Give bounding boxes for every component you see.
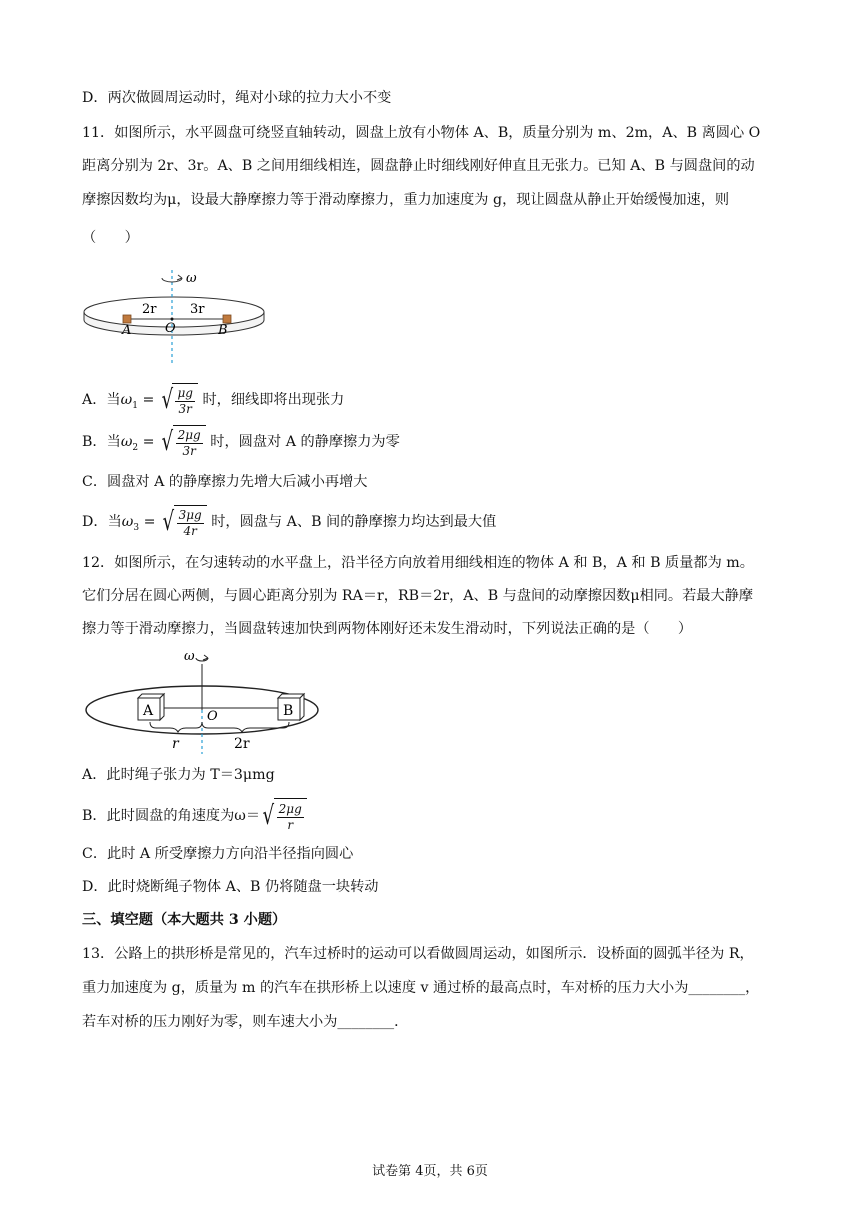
- q12-fig-left-dist: r: [172, 736, 179, 752]
- q11-fig-a: A: [122, 323, 132, 338]
- q12-opt-b-num: 2μg: [278, 801, 302, 816]
- q12-stem-line3: 擦力等于滑动摩擦力，当圆盘转速加快到两物体刚好还未发生滑动时，下列说法正确的是（ ）: [82, 621, 693, 637]
- q12-fig-omega: ω: [184, 649, 195, 664]
- q11-opt-d-sqrt: √ $\frac{3\mu g}{4r}$: [160, 505, 207, 539]
- q11-opt-d-den: 4r: [183, 523, 197, 538]
- q11-opt-b-prefix: B．当: [82, 434, 121, 450]
- q11-stem-line3: 摩擦因数均为μ，设最大静摩擦力等于滑动摩擦力，重力加速度为 g，现让圆盘从静止开始缓慢加速，则: [82, 192, 730, 208]
- q11-opt-a-den: 3r: [178, 401, 192, 416]
- q12-figure-disc: [84, 648, 320, 756]
- q11-fig-o: O: [165, 321, 176, 336]
- q12-option-d: D．此时烧断绳子物体 A、B 仍将随盘一块转动: [82, 879, 379, 895]
- q12-opt-b-prefix: B．此时圆盘的角速度为ω＝: [82, 808, 261, 824]
- q11-option-d: D．当$\omega_3$ = √ $\frac{3\mu g}{4r}$ 时，圆盘与 A、B 间的静摩擦力均达到最大值: [82, 507, 497, 538]
- q12-opt-b-den: r: [287, 817, 294, 832]
- page-footer: 试卷第 4页，共 6页: [372, 1164, 488, 1179]
- q11-opt-d-num: 3μg: [178, 507, 202, 522]
- q12-fig-a: A: [143, 703, 154, 719]
- q13-stem-line2: 重力加速度为 g，质量为 m 的汽车在拱形桥上以速度 v 通过桥的最高点时，车对桥的压力大小为________，: [82, 980, 760, 996]
- q13-stem-line1: 13．公路上的拱形桥是常见的，汽车过桥时的运动可以看做圆周运动，如图所示．设桥面的圆弧半径为 R，: [82, 946, 754, 962]
- q11-opt-a-suffix: 时，细线即将出现张力: [202, 392, 345, 408]
- q11-opt-b-num: 2μg: [177, 427, 201, 442]
- q11-figure-disc: [82, 268, 267, 368]
- q11-opt-d-sub: 3: [133, 522, 140, 533]
- q11-opt-a-sub: 1: [132, 400, 138, 411]
- q11-opt-b-suffix: 时，圆盘对 A 的静摩擦力为零: [210, 434, 400, 450]
- q12-stem-line1: 12．如图所示，在匀速转动的水平盘上，沿半径方向放着用细线相连的物体 A 和 B，A 和 B 质量都为 m。: [82, 555, 754, 571]
- q11-stem-line2: 距离分别为 2r、3r。A、B 之间用细线相连，圆盘静止时细线刚好伸直且无张力。已知 A、B 与圆盘间的动: [82, 158, 755, 174]
- q12-stem-line2: 它们分居在圆心两侧，与圆心距离分别为 RA＝r，RB＝2r，A、B 与盘间的动摩擦因数μ相同。若最大静摩: [82, 588, 754, 604]
- q11-fig-omega: ω: [186, 271, 197, 286]
- prev-option-d: D．两次做圆周运动时，绳对小球的拉力大小不变: [82, 90, 392, 106]
- q11-opt-b-var: ω: [120, 434, 133, 450]
- q11-fig-b: B: [218, 323, 228, 338]
- q11-opt-d-suffix: 时，圆盘与 A、B 间的静摩擦力均达到最大值: [211, 514, 497, 530]
- q11-opt-b-sqrt: √ $\frac{2\mu g}{3r}$: [159, 425, 206, 459]
- q13-stem-line3: 若车对桥的压力刚好为零，则车速大小为________．: [82, 1014, 409, 1030]
- q11-opt-a-num: μg: [177, 385, 193, 400]
- q11-opt-a-sqrt: √ $\frac{\mu g}{3r}$: [159, 383, 198, 417]
- q11-option-b: B．当$\omega_2$ = √ $\frac{2\mu g}{3r}$ 时，圆盘对 A 的静摩擦力为零: [82, 427, 400, 458]
- q11-opt-d-var: ω: [121, 514, 134, 530]
- q12-option-b: [82, 798, 307, 834]
- q11-option-c: C．圆盘对 A 的静摩擦力先增大后减小再增大: [82, 474, 368, 490]
- section-heading-fill-in: 三、填空题（本大题共 3 小题）: [82, 912, 287, 928]
- q11-opt-b-sub: 2: [132, 442, 139, 453]
- q11-stem-line1: 11．如图所示，水平圆盘可绕竖直轴转动，圆盘上放有小物体 A、B，质量分别为 m、2m，A、B 离圆心 O: [82, 125, 761, 141]
- q12-option-c: C．此时 A 所受摩擦力方向沿半径指向圆心: [82, 846, 354, 862]
- q11-stem-line4: （ ）: [82, 230, 139, 246]
- q11-opt-d-prefix: D．当: [82, 514, 122, 530]
- q11-opt-a-prefix: A．当: [82, 392, 121, 408]
- q12-option-a: A．此时绳子张力为 T＝3μmg: [82, 767, 275, 783]
- q11-opt-b-den: 3r: [182, 443, 196, 458]
- q12-fig-b: B: [283, 703, 294, 719]
- q11-fig-right-dist: 3r: [190, 302, 205, 317]
- q12-fig-right-dist: 2r: [234, 736, 250, 752]
- q12-opt-b-sqrt: √ $\frac{2\mu g}{r}$: [260, 798, 307, 834]
- q12-fig-o: O: [207, 709, 218, 724]
- q11-option-a: A．当$\omega_1$ = √ $\frac{\mu g}{3r}$ 时，细线即将出现张力: [82, 385, 345, 416]
- q11-opt-a-var: ω: [120, 392, 133, 408]
- q11-fig-left-dist: 2r: [142, 302, 157, 317]
